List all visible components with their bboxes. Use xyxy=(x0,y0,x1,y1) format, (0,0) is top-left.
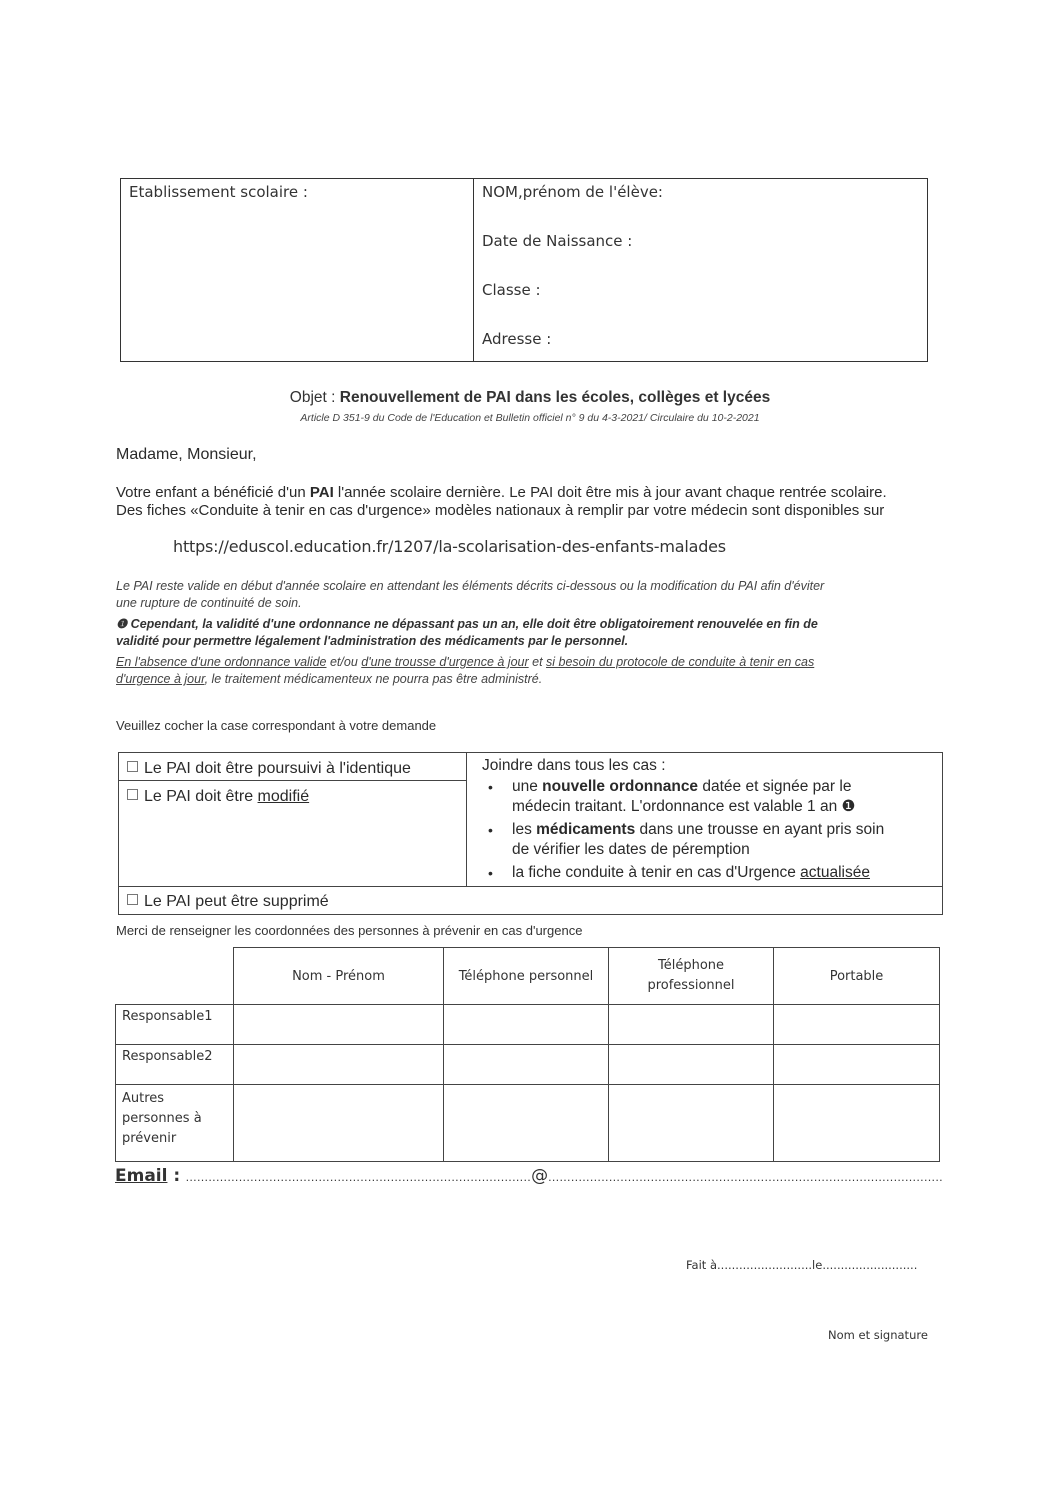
address-label: Adresse : xyxy=(482,330,552,348)
header-tel-pro: Téléphone professionnel xyxy=(609,948,774,1005)
student-info-box xyxy=(120,178,928,362)
email-field-user[interactable]: ........................................................................................... xyxy=(185,1171,532,1184)
absence-note-2 xyxy=(116,671,936,688)
validity-note-2: une rupture de continuité de soin. xyxy=(116,596,302,610)
absence-ordonnance: En l'absence d'une ordonnance valide xyxy=(116,655,327,669)
intro-text-cont: l'année scolaire dernière. Le PAI doit être mis à jour avant chaque rentrée scolaire. xyxy=(333,484,887,501)
birth-date-label: Date de Naissance : xyxy=(482,232,633,250)
choice-hdivider-1 xyxy=(119,780,466,781)
cell-input[interactable] xyxy=(609,1005,774,1045)
cell-input[interactable] xyxy=(774,1045,940,1085)
table-header-row xyxy=(116,948,940,1005)
absence-consequence: , le traitement médicamenteux ne pourra pas être administré. xyxy=(204,672,543,686)
bullet-icon: • xyxy=(488,865,493,881)
signature-label: Nom et signature xyxy=(828,1328,928,1342)
student-name-label: NOM,prénom de l'élève: xyxy=(482,183,663,201)
table-row xyxy=(116,1085,940,1162)
checkbox-modifie[interactable] xyxy=(127,789,138,800)
absence-sep1: et/ou xyxy=(326,655,362,669)
choice-hdivider-2 xyxy=(119,886,942,887)
choice-table xyxy=(118,752,943,915)
email-line[interactable] xyxy=(115,1166,943,1186)
warning-note-2: validité pour permettre légalement l'administration des médicaments par le personnel. xyxy=(116,634,629,648)
etablissement-label: Etablissement scolaire : xyxy=(129,183,308,201)
warning-note-1: ❶ Cependant, la validité d'une ordonnance ne dépassant pas un an, elle doit être obligatoirement renouvelée en fin de xyxy=(116,617,818,631)
option-identique[interactable] xyxy=(127,760,411,778)
row-label-responsable1: Responsable1 xyxy=(116,1005,234,1045)
option-supprime-label: Le PAI peut être supprimé xyxy=(144,893,329,910)
item3-b: actualisée xyxy=(800,864,870,881)
row-label-responsable2: Responsable2 xyxy=(116,1045,234,1085)
class-label: Classe : xyxy=(482,281,541,299)
notes-block xyxy=(116,578,936,688)
absence-trousse: d'une trousse d'urgence à jour xyxy=(361,655,529,669)
cell-input[interactable] xyxy=(234,1085,444,1162)
intro-line2: Des fiches «Conduite à tenir en cas d'urgence» modèles nationaux à remplir par votre médecin sont disponibles sur xyxy=(116,502,885,519)
item2-d: de vérifier les dates de péremption xyxy=(512,841,750,858)
item2-b: médicaments xyxy=(536,821,636,838)
cell-input[interactable] xyxy=(444,1085,609,1162)
instruction: Veuillez cocher la case correspondant à votre demande xyxy=(116,718,437,733)
box-divider xyxy=(473,179,474,361)
item2-c: dans une trousse en ayant pris soin xyxy=(635,821,885,838)
item1-b: nouvelle ordonnance xyxy=(542,778,699,795)
absence-urgence: d'urgence à jour xyxy=(116,672,205,686)
cell-input[interactable] xyxy=(609,1045,774,1085)
join-title: Joindre dans tous les cas : xyxy=(482,757,666,774)
item2-a: les xyxy=(512,821,537,838)
email-label: Email xyxy=(115,1166,168,1186)
emergency-contacts-table xyxy=(115,947,940,1162)
list-item-fiche xyxy=(475,863,884,883)
header-portable: Portable xyxy=(774,948,940,1005)
item1-c: datée et signée par le xyxy=(698,778,852,795)
option-identique-label: Le PAI doit être poursuivi à l'identique xyxy=(144,760,411,777)
greeting: Madame, Monsieur, xyxy=(116,446,257,463)
eduscol-link[interactable]: https://eduscol.education.fr/1207/la-scolarisation-des-enfants-malades xyxy=(173,537,726,556)
option-modifie-label: Le PAI doit être xyxy=(144,788,258,805)
subject-line xyxy=(0,389,1060,407)
email-colon: : xyxy=(167,1166,181,1186)
list-item-ordonnance xyxy=(475,777,884,817)
cell-input[interactable] xyxy=(234,1005,444,1045)
at-sign: @ xyxy=(531,1166,549,1186)
absence-protocole: si besoin du protocole de conduite à tenir en cas xyxy=(546,655,815,669)
intro-pai: PAI xyxy=(309,484,334,501)
bullet-icon: • xyxy=(488,822,493,838)
choice-vdivider xyxy=(466,753,467,887)
table-corner xyxy=(116,948,234,1005)
contacts-intro: Merci de renseigner les coordonnées des personnes à prévenir en cas d'urgence xyxy=(116,923,583,938)
cell-input[interactable] xyxy=(444,1045,609,1085)
table-row xyxy=(116,1005,940,1045)
documents-list xyxy=(475,755,884,883)
item1-a: une xyxy=(512,778,543,795)
item3-a: la fiche conduite à tenir en cas d'Urgence xyxy=(512,864,801,881)
cell-input[interactable] xyxy=(234,1045,444,1085)
bullet-icon: • xyxy=(488,779,493,795)
option-modifie-emph: modifié xyxy=(257,788,310,805)
intro-paragraph xyxy=(116,484,956,520)
intro-text: Votre enfant a bénéficié d'un xyxy=(116,484,310,501)
checkbox-supprime[interactable] xyxy=(127,894,138,905)
header-nom-prenom: Nom - Prénom xyxy=(234,948,444,1005)
subject-prefix: Objet : xyxy=(289,389,340,406)
absence-note-1 xyxy=(116,654,936,671)
cell-input[interactable] xyxy=(774,1085,940,1162)
checkbox-identique[interactable] xyxy=(127,761,138,772)
cell-input[interactable] xyxy=(609,1085,774,1162)
item1-d: médecin traitant. L'ordonnance est valable 1 an ❶ xyxy=(512,798,856,815)
subject-title: Renouvellement de PAI dans les écoles, collèges et lycées xyxy=(339,389,771,406)
validity-note-1: Le PAI reste valide en début d'année scolaire en attendant les éléments décrits ci-dessous ou la modification du PAI afin d'éviter xyxy=(116,579,825,593)
option-supprime[interactable] xyxy=(127,893,329,911)
legal-reference: Article D 351-9 du Code de l'Education et Bulletin officiel n° 9 du 4-3-2021/ Circulaire du 10-2-2021 xyxy=(300,412,760,424)
fait-a-line[interactable]: Fait à..........................le.......................... xyxy=(686,1258,918,1272)
cell-input[interactable] xyxy=(444,1005,609,1045)
email-field-domain[interactable]: ........................................................................................................ xyxy=(548,1171,943,1184)
table-row xyxy=(116,1045,940,1085)
header-tel-perso: Téléphone personnel xyxy=(444,948,609,1005)
list-item-medicaments xyxy=(475,820,884,860)
cell-input[interactable] xyxy=(774,1005,940,1045)
row-label-autres: Autres personnes à prévenir xyxy=(116,1085,234,1162)
absence-sep2: et xyxy=(528,655,547,669)
option-modifie[interactable] xyxy=(127,788,309,806)
